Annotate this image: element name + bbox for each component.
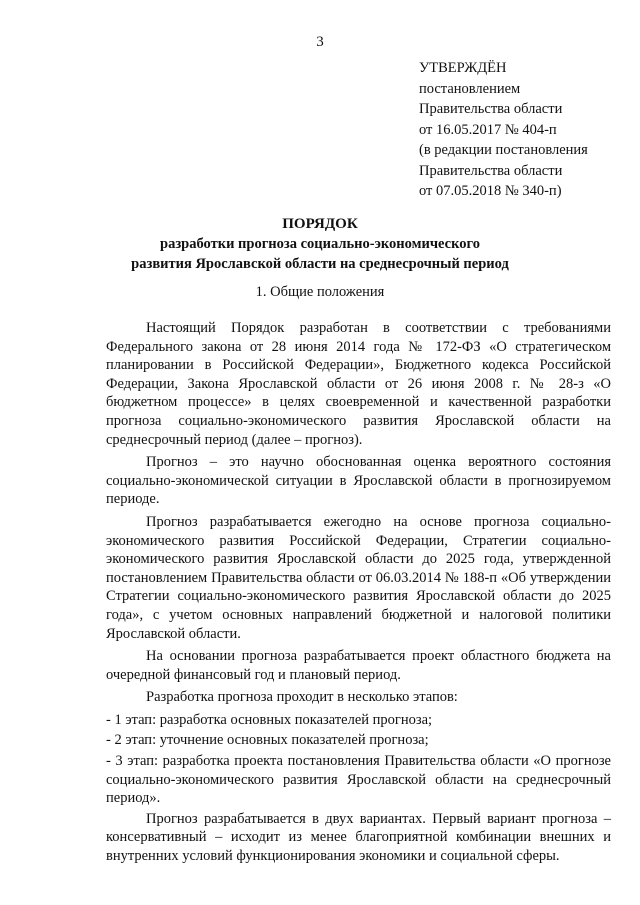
stage-item: - 3 этап: разработка проекта постановления Правительства области «О прогнозе социально-экономического развития Ярославской области на среднесрочный период». <box>106 753 611 807</box>
stage-item: - 2 этап: уточнение основных показателей прогноза; <box>106 732 429 749</box>
section-heading: 1. Общие положения <box>255 284 385 300</box>
approval-line: постановлением <box>419 80 521 97</box>
paragraph: Прогноз разрабатывается ежегодно на основе прогноза социально-экономического развития Российской Федерации, Стратегии социально-экономического развития Ярославской области до 2025 года, утвержденной постановлением Правительства области от 06.03.2014 № 188-п «Об утверждении Стратегии социально-экономического развития Ярославской области до 2025 года», с учетом основных направлений бюджетной и налоговой политики Ярославской области. <box>106 513 611 642</box>
page-number: 3 <box>316 34 324 50</box>
paragraph: Прогноз – это научно обоснованная оценка вероятного состояния социально-экономической ситуации в Ярославской области в прогнозируемом периоде. <box>106 454 611 508</box>
approval-line: (в редакции постановления <box>419 142 588 158</box>
title-line-1: разработки прогноза социально-экономического <box>160 236 480 252</box>
title-line-2: развития Ярославской области на среднесрочный период <box>131 256 509 272</box>
approval-line: Правительства области <box>419 162 563 179</box>
approval-line: от 07.05.2018 № 340-п) <box>419 183 562 199</box>
approval-line: Правительства области <box>419 101 563 117</box>
approval-stamp <box>419 58 588 202</box>
paragraph: Настоящий Порядок разработан в соответствии с требованиями Федерального закона от 28 июня 2014 года № 172-ФЗ «О стратегическом планировании в Российской Федерации», Бюджетного кодекса Российской Федерации, Закона Ярославской области от 26 июня 2008 г. № 28-з «О бюджетном процессе» в целях своевременной и качественной разработки прогноза социально-экономического развития Ярославской области на среднесрочный период (далее – прогноз). <box>106 320 611 448</box>
document-body <box>106 319 611 870</box>
paragraph: На основании прогноза разрабатывается проект областного бюджета на очередной финансовый год и плановый период. <box>106 648 611 683</box>
paragraph: Прогноз разрабатывается в двух вариантах. Первый вариант прогноза – консервативный – исходит из менее благоприятной комбинации внешних и внутренних условий функционирования экономики и социальной сферы. <box>106 810 611 865</box>
paragraph: Разработка прогноза проходит в несколько этапов: <box>146 689 458 706</box>
approval-line: УТВЕРЖДЁН <box>419 60 507 76</box>
document-title <box>0 214 640 274</box>
title-heading: ПОРЯДОК <box>282 216 358 232</box>
approval-line: от 16.05.2017 № 404-п <box>419 121 557 138</box>
stage-item: - 1 этап: разработка основных показателей прогноза; <box>106 711 433 728</box>
